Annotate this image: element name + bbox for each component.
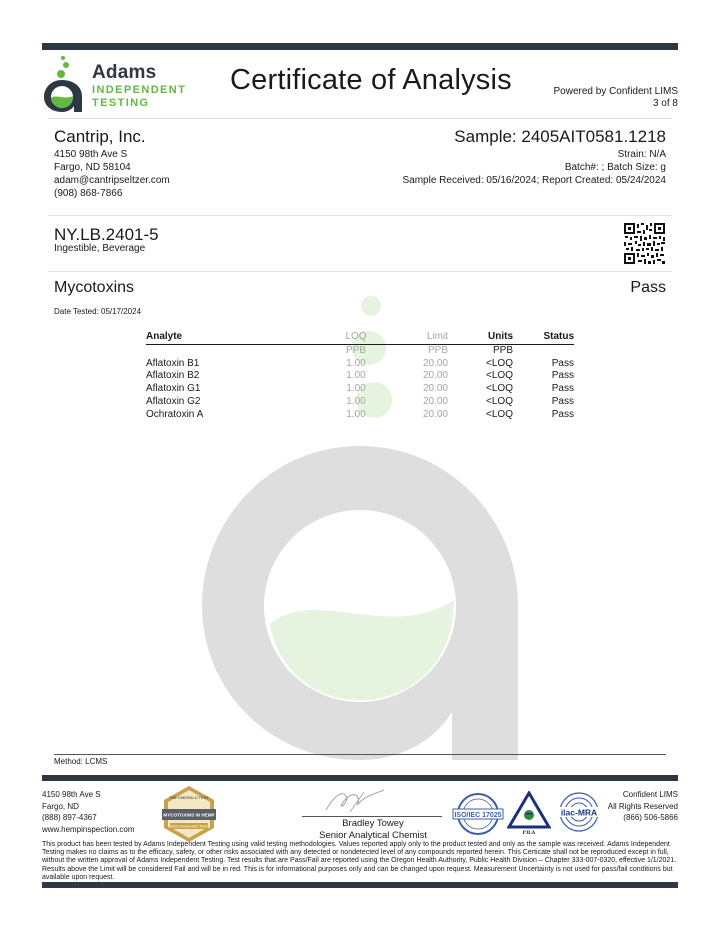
loq-cell: 1.00 <box>346 395 366 407</box>
client-name: Cantrip, Inc. <box>54 127 146 146</box>
signature-scribble <box>320 786 390 816</box>
header-status: Status <box>513 331 574 344</box>
top-bar <box>42 43 678 50</box>
limit-cell: 20.00 <box>422 395 448 407</box>
footer-lims-name: Confident LIMS <box>622 790 678 799</box>
footer-lims-contact <box>608 789 678 824</box>
table-header-row <box>146 331 574 344</box>
badge-sub-text: Adams Independent Testing <box>168 824 210 829</box>
footer-lab-address-2: Fargo, ND <box>42 801 79 811</box>
status-cell: Pass <box>551 408 574 420</box>
analyte-cell: Aflatoxin G1 <box>146 383 201 395</box>
signature-line <box>302 816 442 817</box>
sample-strain: Strain: N/A <box>617 149 666 160</box>
logo-line-testing: TESTING <box>92 97 150 109</box>
signer <box>300 818 446 842</box>
result-cell: <LOQ <box>486 395 513 407</box>
table-row <box>146 409 574 422</box>
client-phone: (908) 868-7866 <box>54 188 123 199</box>
table-row <box>146 358 574 371</box>
units-row-limit: PPB <box>427 344 448 356</box>
badge-main-text: MYCOTOXINS IN HEMP <box>163 812 215 818</box>
loq-cell: 1.00 <box>346 357 366 369</box>
header-analyte: Analyte <box>146 331 326 344</box>
limit-cell: 20.00 <box>422 370 448 382</box>
powered-by <box>553 86 678 110</box>
result-cell: <LOQ <box>486 370 513 382</box>
sample-dates: Sample Received: 05/16/2024; Report Created: 05/24/2024 <box>402 175 666 186</box>
bottom-bar <box>42 882 678 888</box>
emerald-test-badge-icon <box>160 785 218 843</box>
results-table <box>146 331 574 422</box>
signer-title: Senior Analytical Chemist <box>319 830 427 841</box>
logo-line-independent: INDEPENDENT <box>92 84 187 96</box>
loq-cell: 1.00 <box>346 370 366 382</box>
header-loq: LOQ <box>326 331 386 344</box>
header-limit: Limit <box>386 331 448 344</box>
client-details <box>54 148 170 200</box>
logo-name: Adams <box>92 62 157 83</box>
qr-code-icon <box>623 222 666 265</box>
footer-top-bar <box>42 775 678 781</box>
footer-lab-phone: (888) 897-4367 <box>42 813 97 822</box>
sample-id: Sample: 2405AIT0581.1218 <box>454 127 666 146</box>
analyte-cell: Ochratoxin A <box>146 408 204 420</box>
badge-top-text: THE EMERALD TEST <box>169 795 209 800</box>
table-units-row <box>146 344 574 357</box>
footer-lab-address-1: 4150 98th Ave S <box>42 790 101 799</box>
result-cell: <LOQ <box>486 383 513 395</box>
section-title: Mycotoxins <box>54 279 135 296</box>
client-address-2: Fargo, ND 58104 <box>54 162 131 173</box>
analyte-cell: Aflatoxin B1 <box>146 357 200 369</box>
disclaimer-text: This product has been tested by Adams Independent Testing using valid testing methodologies. Values reported apply only to the product tested and only as the sample was received. Adams Independent Testing makes no claims as to the efficacy, safety, or other risks associated with any detected or nondetected level of any compounds reported herein. This Certicate shall not be reproduced except in full, without the written approval of Adams Independent Testing. Test results that are Pass/Fail are reported using the Oregon Health Authority, Public Health Division – Chapter 333-007-0320, effective 1/1/2021. Results above the Limit will be considered Fail and will be in red. This is for informational purposes only and can be changed upon request. Measurement Uncertainty is not used for pass/fail conditions but available upon request. <box>42 841 677 881</box>
status-cell: Pass <box>551 395 574 407</box>
limit-cell: 20.00 <box>422 383 448 395</box>
analyte-cell: Aflatoxin G2 <box>146 395 201 407</box>
sample-details <box>402 148 666 187</box>
analyte-cell: Aflatoxin B2 <box>146 370 200 382</box>
ilac-mra-logo-icon <box>554 791 604 837</box>
section-status: Pass <box>630 279 666 296</box>
iso-17025-seal-icon <box>452 793 504 837</box>
panel-border-top <box>48 118 672 119</box>
company-logo <box>42 54 202 112</box>
header-units: Units <box>448 331 513 344</box>
iso-seal-text: ISO/IEC 17025 <box>454 812 502 819</box>
units-row-loq: PPB <box>345 344 366 356</box>
loq-cell: 1.00 <box>346 408 366 420</box>
date-tested: Date Tested: 05/17/2024 <box>54 307 142 316</box>
signer-name: Bradley Towey <box>342 818 404 829</box>
status-cell: Pass <box>551 370 574 382</box>
table-row <box>146 396 574 409</box>
pjla-logo-icon <box>507 791 551 839</box>
method-divider <box>54 754 666 755</box>
test-method: Method: LCMS <box>54 757 108 766</box>
footer-lims-phone: (866) 506-5866 <box>623 813 678 822</box>
loq-cell: 1.00 <box>346 383 366 395</box>
powered-by-text: Powered by Confident LIMS <box>553 86 678 97</box>
client-email: adam@cantripseltzer.com <box>54 175 170 186</box>
sample-batch: Batch#: ; Batch Size: g <box>564 162 666 173</box>
panel-border-product <box>48 215 672 216</box>
table-row <box>146 383 574 396</box>
units-row-analyte <box>146 344 326 357</box>
flask-logo-icon <box>42 54 88 112</box>
license-number: NY.LB.2401-5 <box>54 225 159 244</box>
status-cell: Pass <box>551 383 574 395</box>
footer-lims-rights: All Rights Reserved <box>607 801 678 811</box>
units-row-units: PPB <box>492 344 513 356</box>
product-type: Ingestible, Beverage <box>54 243 146 254</box>
limit-cell: 20.00 <box>422 357 448 369</box>
result-cell: <LOQ <box>486 408 513 420</box>
document-title: Certificate of Analysis <box>230 64 512 96</box>
table-row <box>146 370 574 383</box>
footer-lab-contact <box>42 789 134 835</box>
pjla-text: PJLA <box>522 831 536 836</box>
ilac-text: ilac-MRA <box>560 807 598 818</box>
client-address-1: 4150 98th Ave S <box>54 149 128 160</box>
result-cell: <LOQ <box>486 357 513 369</box>
status-cell: Pass <box>551 357 574 369</box>
panel-border-section <box>48 271 672 272</box>
footer-lab-website: www.hempinspection.com <box>42 824 135 834</box>
limit-cell: 20.00 <box>422 408 448 420</box>
page-number: 3 of 8 <box>652 98 678 109</box>
units-row-status <box>513 344 574 357</box>
